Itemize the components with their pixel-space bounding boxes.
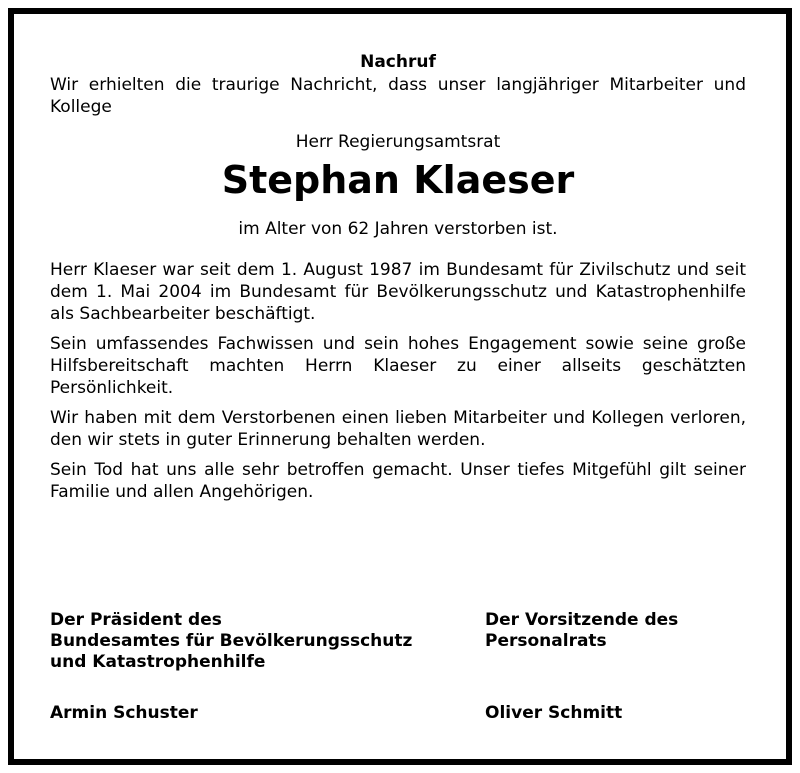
- notice-heading: Nachruf: [360, 52, 436, 72]
- paragraph: Herr Klaeser war seit dem 1. August 1987 im Bundesamt für Zivilschutz und seit dem 1. Mai 2004 im Bundesamt für Bevölkerungsschutz und Katastrophenhilfe als Sachbearbeiter beschäftigt.: [50, 260, 746, 324]
- deceased-title: Herr Regierungsamtsrat: [295, 132, 501, 152]
- signature-right-name: Oliver Schmitt: [485, 703, 623, 723]
- paragraph: Wir haben mit dem Verstorbenen einen lieben Mitarbeiter und Kollegen verloren, den wir stets in guter Erinnerung behalten werden.: [50, 408, 746, 450]
- role-line: Bundesamtes für Bevölkerungsschutz: [50, 631, 413, 651]
- paragraph: Sein umfassendes Fachwissen und sein hohes Engagement sowie seine große Hilfsbereitschaft machten Herrn Klaeser zu einer allseits geschätzten Persönlichkeit.: [50, 334, 746, 398]
- intro-text: Wir erhielten die traurige Nachricht, dass unser langjähriger Mitarbeiter und Kollege: [50, 75, 746, 117]
- body-text: [50, 259, 746, 503]
- age-line: im Alter von 62 Jahren verstorben ist.: [238, 219, 558, 239]
- signature-left-name: Armin Schuster: [50, 703, 198, 723]
- role-line: und Katastrophenhilfe: [50, 652, 266, 672]
- deceased-name: Stephan Klaeser: [221, 158, 575, 202]
- paragraph: Sein Tod hat uns alle sehr betroffen gemacht. Unser tiefes Mitgefühl gilt seiner Familie und allen Angehörigen.: [50, 460, 746, 502]
- signature-left-role: [50, 610, 450, 673]
- signature-right-role: [485, 610, 745, 652]
- role-line: Personalrats: [485, 631, 607, 651]
- role-line: Der Präsident des: [50, 610, 222, 630]
- role-line: Der Vorsitzende des: [485, 610, 679, 630]
- notice-content: [50, 50, 746, 503]
